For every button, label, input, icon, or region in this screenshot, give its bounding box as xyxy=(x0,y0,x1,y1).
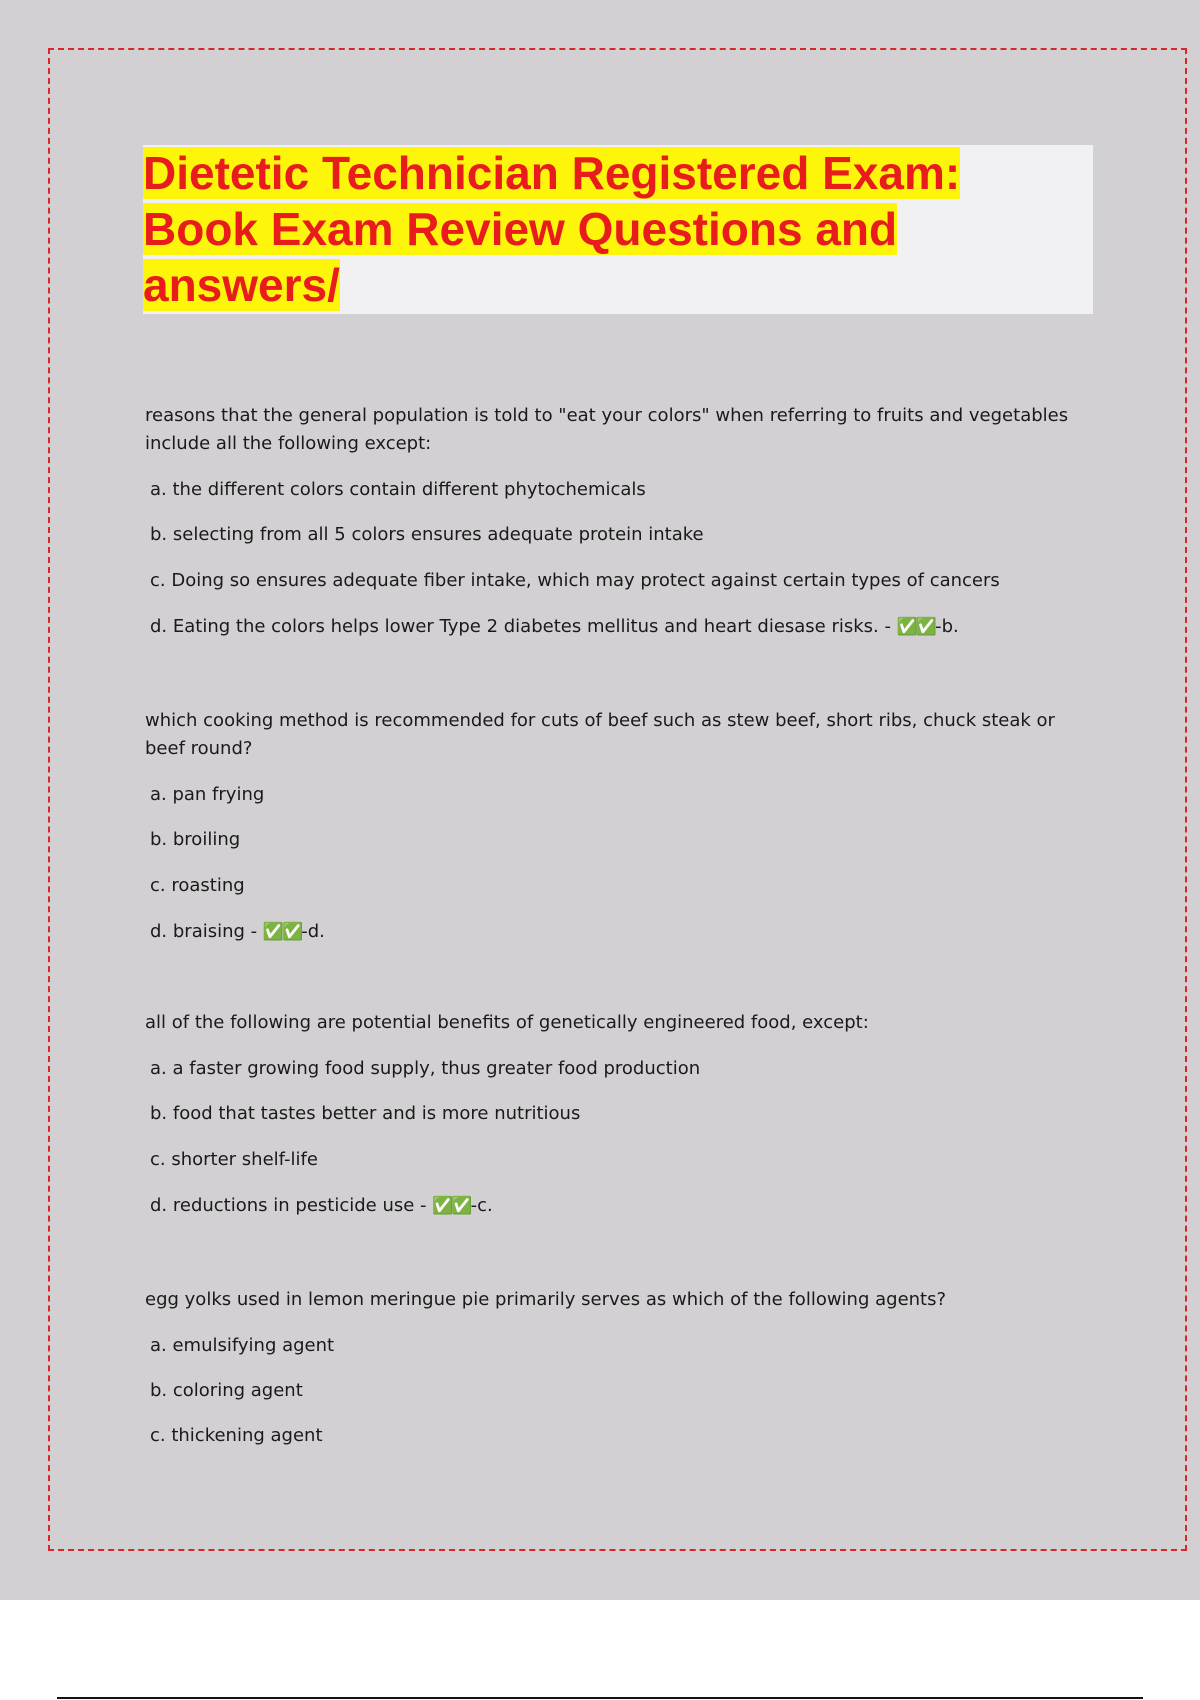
option-d: d. braising - ✅✅-d. xyxy=(150,921,325,942)
option-a: a. emulsifying agent xyxy=(150,1335,335,1356)
option-c: c. shorter shelf-life xyxy=(150,1149,318,1170)
title-highlight: Dietetic Technician Registered Exam: Book Exam Review Questions and answers/ xyxy=(143,147,961,311)
option-b: b. coloring agent xyxy=(150,1380,303,1401)
option-a: a. the different colors contain different phytochemicals xyxy=(150,479,646,500)
question-text: all of the following are potential benefits of genetically engineered food, except: xyxy=(145,1012,869,1033)
check-icon: ✅✅ xyxy=(432,1196,471,1216)
option-a: a. pan frying xyxy=(150,784,265,805)
check-icon: ✅✅ xyxy=(262,922,302,942)
option-b: b. broiling xyxy=(150,829,241,850)
question-1 xyxy=(145,402,1090,641)
option-d: d. reductions in pesticide use - ✅✅-c. xyxy=(150,1195,493,1216)
question-2 xyxy=(145,707,1090,946)
question-3 xyxy=(145,1009,1090,1220)
question-text: reasons that the general population is told to "eat your colors" when referring to fruits and vegetables include all the following except: xyxy=(145,405,1069,454)
answer-label: -b. xyxy=(935,616,959,637)
option-c: c. Doing so ensures adequate fiber intake, which may protect against certain types of cancers xyxy=(150,570,1000,591)
answer-label: -d. xyxy=(301,921,325,942)
option-d: d. Eating the colors helps lower Type 2 diabetes mellitus and heart diesase risks. - ✅✅-b. xyxy=(150,616,959,637)
question-4 xyxy=(145,1286,1090,1450)
option-b: b. selecting from all 5 colors ensures adequate protein intake xyxy=(150,524,704,545)
answer-label: -c. xyxy=(470,1195,493,1216)
option-c: c. roasting xyxy=(150,875,245,896)
option-c: c. thickening agent xyxy=(150,1425,323,1446)
bottom-rule xyxy=(57,1697,1143,1699)
title-box xyxy=(143,145,1093,314)
document-title xyxy=(143,145,1013,313)
option-b: b. food that tastes better and is more nutritious xyxy=(150,1103,581,1124)
check-icon: ✅✅ xyxy=(896,617,936,637)
question-text: egg yolks used in lemon meringue pie primarily serves as which of the following agents? xyxy=(145,1289,947,1310)
option-a: a. a faster growing food supply, thus greater food production xyxy=(150,1058,701,1079)
question-text: which cooking method is recommended for cuts of beef such as stew beef, short ribs, chuck steak or beef round? xyxy=(145,710,1055,759)
